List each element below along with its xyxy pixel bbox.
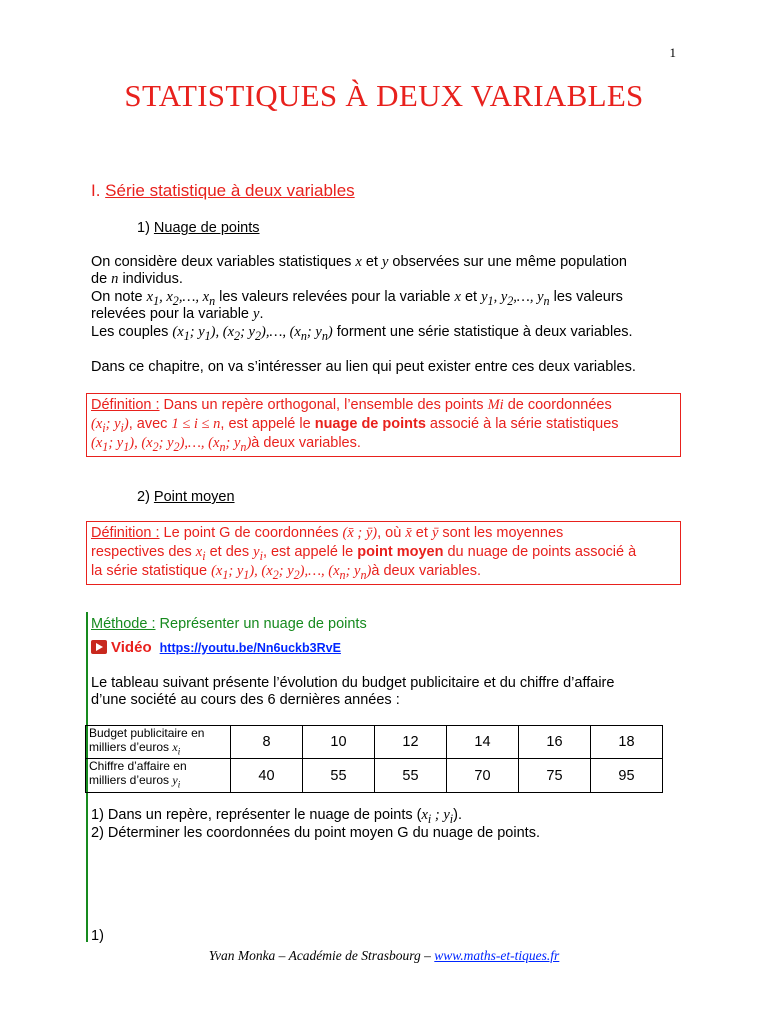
page-title: STATISTIQUES À DEUX VARIABLES xyxy=(124,78,644,113)
footer: Yvan Monka – Académie de Strasbourg – www.maths-et-tiques.fr xyxy=(208,948,560,963)
table-cell: 12 xyxy=(375,726,447,759)
table-cell: 55 xyxy=(303,759,375,792)
question-2: 2) Déterminer les coordonnées du point moyen G du nuage de points. xyxy=(91,825,540,841)
data-table xyxy=(85,725,663,793)
definition-box-2 xyxy=(86,521,681,585)
answer-start: 1) xyxy=(91,928,104,944)
table-cell: 10 xyxy=(303,726,375,759)
table-cell: 16 xyxy=(519,726,591,759)
video-link[interactable]: https://youtu.be/Nn6uckb3RvE xyxy=(159,641,341,655)
section-title: Série statistique à deux variables xyxy=(105,181,355,200)
definition-box-1 xyxy=(86,393,681,457)
section-heading: I. Série statistique à deux variables xyxy=(91,181,355,200)
row-label-budget: Budget publicitaire en milliers d’euros $x_i$ xyxy=(86,726,231,759)
def1-line-3: ($x_1$; $y_1$), ($x_2$; $y_2),\dots$, ($x_n$; $y_n)à$ deux variables. xyxy=(91,435,361,454)
intro-line-1: On considère deux variables statistiques x et y observées sur une même population xyxy=(91,254,627,270)
video-play-icon[interactable] xyxy=(91,640,107,654)
table-row-budget xyxy=(86,726,663,759)
table-cell: 75 xyxy=(519,759,591,792)
def2-line-1: Définition : Le point G de coordonnées (x̄ ; ȳ), où x̄ et ȳ sont les moyennes xyxy=(91,525,564,541)
intro-line-5: Les couples ($x_1$; $y_1$), ($x_2$; $y_2),\dots$, ($x_n$; $y_n$) forment une série statistique à deux variables. xyxy=(91,324,633,343)
table-intro-line-1: Le tableau suivant présente l’évolution du budget publicitaire et du chiffre d’affaire xyxy=(91,675,615,691)
table-cell: 40 xyxy=(231,759,303,792)
def1-line-1: Définition : Dans un repère orthogonal, l’ensemble des points Mi de coordonnées xyxy=(91,397,612,413)
intro-line-4: relevées pour la variable y. xyxy=(91,306,264,322)
math-x-sequence: $x_1$, $x_2,\dots$, $x_n$ xyxy=(146,289,216,308)
table-cell: 14 xyxy=(447,726,519,759)
def2-line-3: la série statistique ($x_1$; $y_1$), ($x_2$; $y_2),\dots$, ($x_n$; $y_n)à$ deux variables. xyxy=(91,563,481,582)
table-cell: 18 xyxy=(591,726,663,759)
table-cell: 55 xyxy=(375,759,447,792)
def1-line-2: ($x_i$; $y_i$), avec 1 ≤ i ≤ n, est appelé le nuage de points associé à la série statistiques xyxy=(91,416,619,435)
intro-line-2: de n individus. xyxy=(91,271,183,287)
def2-line-2: respectives des $x_i$ et des $y_i$, est appelé le point moyen du nuage de points associé à xyxy=(91,544,637,563)
video-label: Vidéo xyxy=(111,639,152,656)
table-row-ca xyxy=(86,759,663,792)
question-1: 1) Dans un repère, représenter le nuage de points ($x_i$ ; $y_i$). xyxy=(91,807,463,826)
footer-link[interactable]: www.maths-et-tiques.fr xyxy=(434,948,560,963)
subsection-heading-2: 2) Point moyen xyxy=(137,489,235,505)
row-label-ca: Chiffre d’affaire en milliers d’euros $y_i$ xyxy=(86,759,231,792)
table-cell: 70 xyxy=(447,759,519,792)
table-intro-line-2: d’une société au cours des 6 dernières années : xyxy=(91,692,400,708)
math-couples: ($x_1$; $y_1$), ($x_2$; $y_2),\dots$, ($x_n$; $y_n$) xyxy=(172,324,333,343)
chapter-text: Dans ce chapitre, on va s’intéresser au lien qui peut exister entre ces deux variables. xyxy=(91,359,636,375)
subsection-heading-1: 1) Nuage de points xyxy=(137,220,260,236)
method-heading: Méthode : Représenter un nuage de points xyxy=(91,616,367,632)
intro-line-3: On note $x_1$, $x_2,\dots$, $x_n$ les valeurs relevées pour la variable x et $y_1$, $y_2,\dots$, $y_n$ les valeurs xyxy=(91,289,623,308)
video-line xyxy=(91,639,341,656)
math-y-sequence: $y_1$, $y_2,\dots$, $y_n$ xyxy=(481,289,550,308)
table-cell: 8 xyxy=(231,726,303,759)
table-cell: 95 xyxy=(591,759,663,792)
page-number: 1 xyxy=(669,45,676,60)
